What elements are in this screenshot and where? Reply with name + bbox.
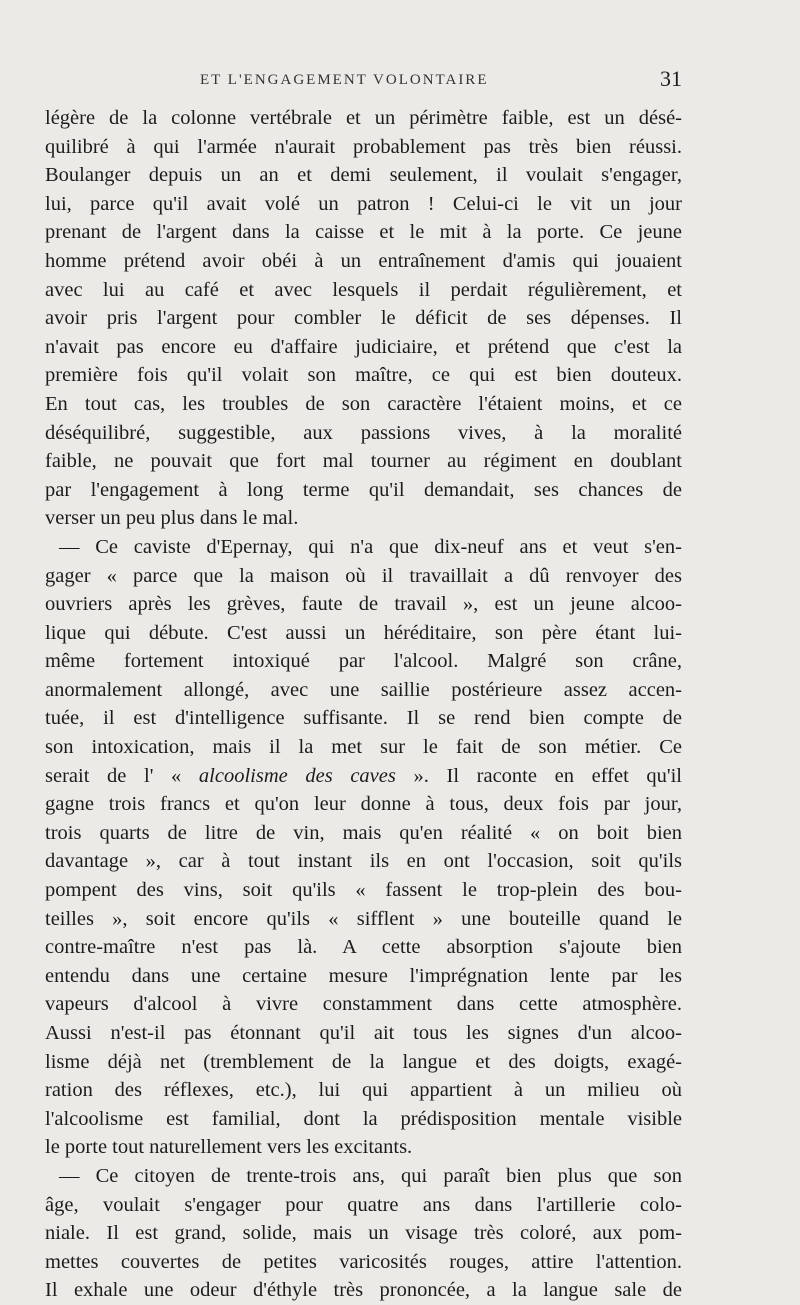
text-line: lique qui débute. C'est aussi un héréditaire, son père étant lui- bbox=[45, 621, 682, 644]
text-line: quilibré à qui l'armée n'aurait probablement pas très bien réussi. bbox=[45, 135, 682, 158]
italic-phrase: alcoolisme des caves bbox=[198, 764, 396, 787]
text-line: son intoxication, mais il la met sur le fait de son métier. Ce bbox=[45, 736, 682, 759]
page-number: 31 bbox=[660, 66, 682, 91]
text-line: faible, ne pouvait que fort mal tourner au régiment en doublant bbox=[45, 450, 682, 473]
text-line: En tout cas, les troubles de son caractère l'étaient moins, et ce bbox=[45, 392, 682, 415]
text-line: prenant de l'argent dans la caisse et le mit à la porte. Ce jeune bbox=[45, 221, 682, 244]
text-line: lui, parce qu'il avait volé un patron ! Celui-ci le vit un jour bbox=[45, 192, 682, 215]
text-line: — Ce citoyen de trente-trois ans, qui paraît bien plus que son bbox=[59, 1164, 682, 1187]
text-line: anormalement allongé, avec une saillie postérieure assez accen- bbox=[45, 678, 682, 701]
text-line: lisme déjà net (tremblement de la langue et des doigts, exagé- bbox=[45, 1050, 682, 1073]
text-line: par l'engagement à long terme qu'il demandait, ses chances de bbox=[45, 478, 682, 501]
page-header bbox=[45, 64, 682, 104]
text-line: Il exhale une odeur d'éthyle très prononcée, a la langue sale de bbox=[45, 1279, 682, 1302]
text-line: trois quarts de litre de vin, mais qu'en réalité « on boit bien bbox=[45, 821, 682, 844]
text-line: gagne trois francs et qu'on leur donne à tous, deux fois par jour, bbox=[45, 793, 682, 816]
text-line: première fois qu'il volait son maître, ce qui est bien douteux. bbox=[45, 364, 682, 387]
text-line: — Ce caviste d'Epernay, qui n'a que dix-neuf ans et veut s'en- bbox=[59, 535, 682, 558]
text-line: même fortement intoxiqué par l'alcool. Malgré son crâne, bbox=[45, 650, 682, 673]
text-line: légère de la colonne vertébrale et un périmètre faible, est un désé- bbox=[45, 107, 682, 129]
text-line: contre-maître n'est pas là. A cette absorption s'ajoute bien bbox=[45, 936, 682, 959]
text-line: avoir pris l'argent pour combler le déficit de ses dépenses. Il bbox=[45, 307, 682, 330]
text-segment: ». Il raconte en effet qu'il bbox=[395, 764, 682, 787]
text-segment: serait de l' « bbox=[45, 764, 199, 787]
running-title: ET L'ENGAGEMENT VOLONTAIRE bbox=[200, 72, 489, 88]
text-line: Boulanger depuis un an et demi seulement, il voulait s'engager, bbox=[45, 164, 682, 187]
text-line: n'avait pas encore eu d'affaire judiciaire, et prétend que c'est la bbox=[45, 335, 682, 358]
text-line: tuée, il est d'intelligence suffisante. Il se rend bien compte de bbox=[45, 707, 682, 730]
text-line: gager « parce que la maison où il travaillait a dû renvoyer des bbox=[45, 564, 682, 587]
text-line: vapeurs d'alcool à vivre constamment dans cette atmosphère. bbox=[45, 993, 682, 1016]
text-line: l'alcoolisme est familial, dont la prédisposition mentale visible bbox=[45, 1107, 682, 1130]
text-line: pompent des vins, soit qu'ils « fassent le trop-plein des bou- bbox=[45, 879, 682, 902]
text-line: verser un peu plus dans le mal. bbox=[45, 507, 299, 530]
text-line bbox=[45, 762, 682, 791]
text-line: mettes couvertes de petites varicosités rouges, attire l'attention. bbox=[45, 1250, 682, 1273]
text-line: âge, voulait s'engager pour quatre ans dans l'artillerie colo- bbox=[45, 1193, 682, 1216]
text-line: le porte tout naturellement vers les excitants. bbox=[45, 1136, 413, 1159]
text-line: davantage », car à tout instant ils en ont l'occasion, soit qu'ils bbox=[45, 850, 682, 873]
text-line: déséquilibré, suggestible, aux passions vives, à la moralité bbox=[45, 421, 682, 444]
text-line: homme prétend avoir obéi à un entraînement d'amis qui jouaient bbox=[45, 249, 682, 272]
text-line: niale. Il est grand, solide, mais un visage très coloré, aux pom- bbox=[45, 1222, 682, 1245]
text-line: entendu dans une certaine mesure l'imprégnation lente par les bbox=[45, 964, 682, 987]
body-text bbox=[45, 104, 682, 1305]
text-line: avec lui au café et avec lesquels il perdait régulièrement, et bbox=[45, 278, 682, 301]
text-line: teilles », soit encore qu'ils « sifflent » une bouteille quand le bbox=[45, 907, 682, 930]
text-line: ration des réflexes, etc.), lui qui appartient à un milieu où bbox=[45, 1079, 682, 1102]
text-line: Aussi n'est-il pas étonnant qu'il ait tous les signes d'un alcoo- bbox=[45, 1022, 682, 1044]
text-line: ouvriers après les grèves, faute de travail », est un jeune alcoo- bbox=[45, 593, 682, 616]
